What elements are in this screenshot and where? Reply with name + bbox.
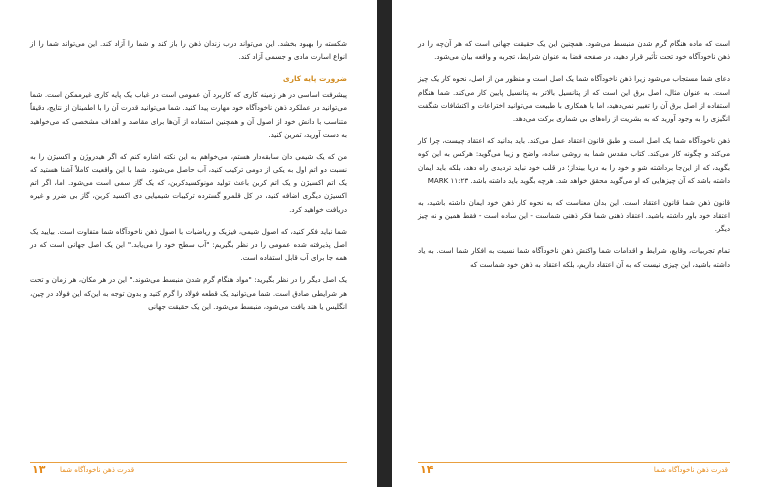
- paragraph: ذهن ناخودآگاه شما یک اصل است و طبق قانون اعتقاد عمل می‌کند. باید بدانید که اعتقاد چیست، چرا کار می‌کند و چگونه کار می‌کند. کتاب مقدس شما به روشی ساده، واضح و زیبا می‌گوید: هرکس به این کوه بگوید، که از این‌جا برداشته شو و خود را به دریا بینداز؛ در قلب خود نباید تردیدی راه دهد، بلکه باید ایمان داشته باشد که آن چیزهایی که او می‌گوید محقق خواهد شد. هرچه بگوید باید داشته باشد. MARK ۱۱:۲۳: [418, 136, 730, 185]
- paragraph: تمام تجربیات، وقایع، شرایط و اقدامات شما واکنش ذهن ناخودآگاه شما نسبت به افکار شما است. به یاد داشته باشید، این چیزی نیست که به آن اعتقاد داریم، بلکه اعتقاد به ذهن خود شماست که: [418, 246, 730, 269]
- paragraph: یک اصل دیگر را در نظر بگیرید: "مواد هنگام گرم شدن منبسط می‌شوند." این در هر مکان، هر زمان و تحت هر شرایطی صادق است. شما می‌توانید یک قطعه فولاد را گرم کنید و بدون توجه به این‌که این فولاد در چین، انگلیس یا هند یافت می‌شود، منبسط می‌شود. این یک حقیقت جهانی: [30, 275, 347, 311]
- paragraph: پیشرفت اساسی در هر زمینه کاری که کاربرد آن عمومی است در غیاب یک پایه کاری غیرممکن است. شما می‌توانید در عملکرد ذهن ناخودآگاه خود مهارت پیدا کنید. شما می‌توانید قدرت آن را با اطمینان از نتایج، دقیقاً متناسب با دانش خود از اصول آن و همچنین استفاده از آن‌ها برای مقاصد و اهداف مشخصی که می‌خواهید به دست آورید، تمرین کنید.: [30, 90, 347, 139]
- paragraph: است که ماده هنگام گرم شدن منبسط می‌شود. همچنین این یک حقیقت جهانی است که هر آن‌چه را در ذهن ناخودآگاه خود تحت تأثیر قرار دهید، در صفحه فضا به عنوان شرایط، تجربه و واقعه بیان می‌شود.: [418, 39, 730, 62]
- footer-title: قدرت ذهن ناخودآگاه شما: [653, 466, 728, 474]
- page-number: ۱۴: [420, 463, 434, 476]
- page-footer: [0, 462, 377, 478]
- right-page-content: [418, 37, 730, 280]
- footer-rule: [30, 462, 347, 463]
- footer-rule: [418, 462, 730, 463]
- left-page-content: [30, 37, 347, 322]
- page-number: ۱۳: [32, 463, 46, 476]
- paragraph: قانون ذهن شما قانون اعتقاد است. این بدان معناست که به نحوه کار ذهن خود ایمان داشته باشید، به اعتقاد خود باور داشته باشید. اعتقاد ذهنی شما فکر ذهنی شماست - این ساده است - فقط همین و نه چیز دیگر.: [418, 197, 730, 234]
- page-footer: [392, 462, 768, 478]
- right-page: [392, 0, 768, 487]
- footer-title: قدرت ذهن ناخودآگاه شما: [60, 466, 135, 474]
- paragraph: من که یک شیمی دان سابقه‌دار هستم، می‌خواهم به این نکته اشاره کنم که اگر هیدروژن و اکسیژن را به نسبت دو اتم اول به یکی از دومی ترکیب کنید، آب حاصل می‌شود. شما با این واقعیت کاملاً آشنا هستید که یک اتم اکسیژن و یک اتم کربن باعث تولید مونوکسیدکربن، که یک گاز سمی است می‌شود. اما، اگر اتم اکسیژن دیگری اضافه کنید، در کل قلمرو گسترده ترکیبات شیمیایی دی اکسید کربن، گاز بی ضرر و غیره دریافت خواهید کرد.: [30, 151, 347, 214]
- left-page: [0, 0, 377, 487]
- book-gutter: [377, 0, 392, 487]
- paragraph: شکسته را بهبود بخشد. این می‌تواند درب زندان ذهن را باز کند و شما را آزاد کند. این می‌تواند شما را از انواع اسارت مادی و جسمی آزاد کند.: [30, 39, 347, 62]
- paragraph: شما نباید فکر کنید، که اصول شیمی، فیزیک و ریاضیات با اصول ذهن ناخودآگاه شما متفاوت است. بیایید یک اصل پذیرفته شده عمومی را در نظر بگیریم: "آب سطح خود را می‌یابد." این یک اصل جهانی است که در همه جا برای آب قابل استفاده است.: [30, 226, 347, 263]
- paragraph: دعای شما مستجاب می‌شود زیرا ذهن ناخودآگاه شما یک اصل است و منظور من از اصل، نحوه کار یک چیز است. به عنوان مثال، اصل برق این است که از پتانسیل بالاتر به پتانسیل پایین کار می‌کند. شما هنگام استفاده از اصل برق آن را تغییر نمی‌دهید، اما با همکاری با طبیعت می‌توانید اختراعات و اکتشافات شگفت انگیزی را به وجود آورید که به بشریت از راه‌های بی شماری برکت می‌دهد.: [418, 74, 730, 123]
- section-heading: ضرورت پایه کاری: [282, 74, 347, 84]
